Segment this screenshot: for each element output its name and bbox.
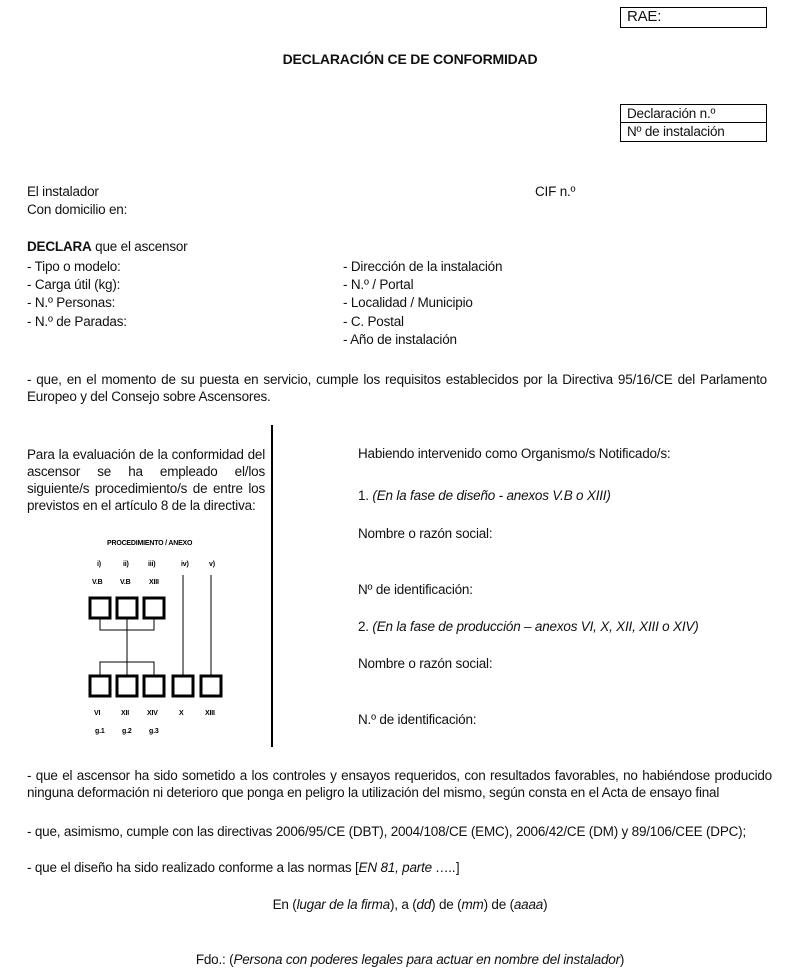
production-phase-number: 2. [358, 619, 373, 634]
signature-text-1: Fdo.: ( [195, 952, 234, 967]
installation-locality-label: - Localidad / Municipio [343, 295, 473, 310]
month-placeholder: mm [461, 897, 484, 912]
production-phase-text: (En la fase de producción – anexos VI, X, XII, XIII o XIV) [372, 619, 699, 634]
declares-bold: DECLARA [27, 239, 92, 254]
tests-paragraph: - que el ascensor ha sido sometido a los controles y ensayos requeridos, con resultados favorables, no habiéndose producido ninguna deformación ni deterioro que ponga en peligro la utilización del mismo, según consta en el Acta de ensayo final [27, 768, 772, 800]
declares-rest: que el ascensor [91, 239, 188, 254]
design-name-label: Nombre o razón social: [358, 526, 493, 541]
norms-lead: - que el diseño ha sido realizado conforme a las normas [ [27, 860, 359, 875]
bottom-annex-3: XIV [147, 710, 158, 717]
place-text-5: ) [543, 897, 548, 912]
directives-line: - que, asimismo, cumple con las directivas 2006/95/CE (DBT), 2004/108/CE (EMC), 2006/42/CE (DM) y 89/106/CEE (DPC); [27, 824, 747, 839]
design-phase-text: (En la fase de diseño - anexos V.B o XIII) [372, 488, 611, 503]
production-id-label: N.º de identificación: [358, 712, 477, 727]
lift-stops-label: - N.º de Paradas: [27, 314, 127, 329]
diagram-title: PROCEDIMIENTO / ANEXO [107, 540, 193, 547]
top-annex-3: XIII [149, 579, 159, 586]
checkbox-annex-xii[interactable] [117, 676, 137, 696]
checkbox-annex-vi[interactable] [90, 676, 110, 696]
place-text-4: ) de ( [483, 897, 514, 912]
lift-persons-label: - N.º Personas: [27, 295, 116, 310]
bottom-group-2: g.2 [122, 728, 132, 735]
signatory-placeholder: Persona con poderes legales para actuar en nombre del instalador [233, 952, 620, 967]
installation-postcode-label: - C. Postal [343, 314, 404, 329]
design-id-label: Nº de identificación: [358, 582, 473, 597]
place-text-3: ) de ( [431, 897, 462, 912]
bottom-annex-1: VI [94, 710, 101, 717]
page-title: DECLARACIÓN CE DE CONFORMIDAD [282, 51, 538, 67]
bottom-group-3: g.3 [149, 728, 159, 735]
place-text-1: En ( [272, 897, 297, 912]
year-placeholder: aaaa [513, 897, 544, 912]
norms-end: ] [455, 860, 460, 875]
checkbox-annex-xiii[interactable] [201, 676, 221, 696]
design-phase-number: 1. [358, 488, 373, 503]
evaluation-paragraph: Para la evaluación de la conformidad del ascensor se ha empleado el/los siguiente/s procedimiento/s de entre los previstos en el artículo 8 de la directiva: [27, 447, 265, 513]
address-label: Con domicilio en: [27, 202, 128, 217]
top-numeral-5: v) [209, 561, 215, 568]
place-text-2: ), a ( [389, 897, 417, 912]
installation-portal-label: - N.º / Portal [343, 277, 414, 292]
rae-box [620, 7, 767, 28]
checkbox-procedure-iii[interactable] [144, 598, 164, 618]
installation-year-label: - Año de instalación [343, 332, 457, 347]
column-divider [271, 425, 273, 747]
rae-label: RAE: [627, 8, 662, 25]
top-annex-1: V.B [92, 579, 103, 586]
bottom-annex-5: XIII [205, 710, 215, 717]
norms-line [27, 860, 459, 875]
signature-line [0, 952, 800, 967]
procedure-diagram [60, 533, 250, 743]
connector-lines [100, 575, 211, 676]
checkbox-annex-xiv[interactable] [144, 676, 164, 696]
bottom-annex-2: XII [121, 710, 129, 717]
declaration-number-field: Declaración n.º [621, 105, 766, 123]
top-numeral-4: iv) [181, 561, 189, 568]
production-phase-line [358, 619, 699, 634]
norms-italic: EN 81, parte ….. [358, 860, 456, 875]
checkbox-procedure-ii[interactable] [117, 598, 137, 618]
production-name-label: Nombre o razón social: [358, 656, 493, 671]
top-numeral-2: ii) [123, 561, 129, 568]
compliance-paragraph: - que, en el momento de su puesta en servicio, cumple los requisitos establecidos por la Directiva 95/16/CE del Parlamento Europeo y del Consejo sobre Ascensores. [27, 372, 767, 404]
lift-load-label: - Carga útil (kg): [27, 277, 121, 292]
checkbox-annex-x[interactable] [173, 676, 193, 696]
declares-heading [27, 239, 187, 254]
procedure-diagram-svg [60, 533, 250, 743]
notified-body-intro: Habiendo intervenido como Organismo/s Notificado/s: [358, 446, 671, 461]
cif-label: CIF n.º [535, 184, 576, 199]
top-numeral-3: iii) [148, 561, 156, 568]
declaration-box [620, 104, 767, 142]
bottom-group-1: g.1 [95, 728, 105, 735]
design-phase-line [358, 488, 611, 503]
installation-address-label: - Dirección de la instalación [343, 259, 503, 274]
place-date-line [0, 897, 800, 912]
installer-label: El instalador [27, 184, 99, 199]
top-numeral-1: i) [97, 561, 101, 568]
day-placeholder: dd [416, 897, 432, 912]
signature-text-2: ) [619, 952, 625, 967]
place-of-signature: lugar de la firma [296, 897, 390, 912]
checkbox-procedure-i[interactable] [90, 598, 110, 618]
lift-type-label: - Tipo o modelo: [27, 259, 121, 274]
installation-number-field: Nº de instalación [627, 124, 725, 139]
bottom-annex-4: X [179, 710, 184, 717]
top-annex-2: V.B [120, 579, 131, 586]
